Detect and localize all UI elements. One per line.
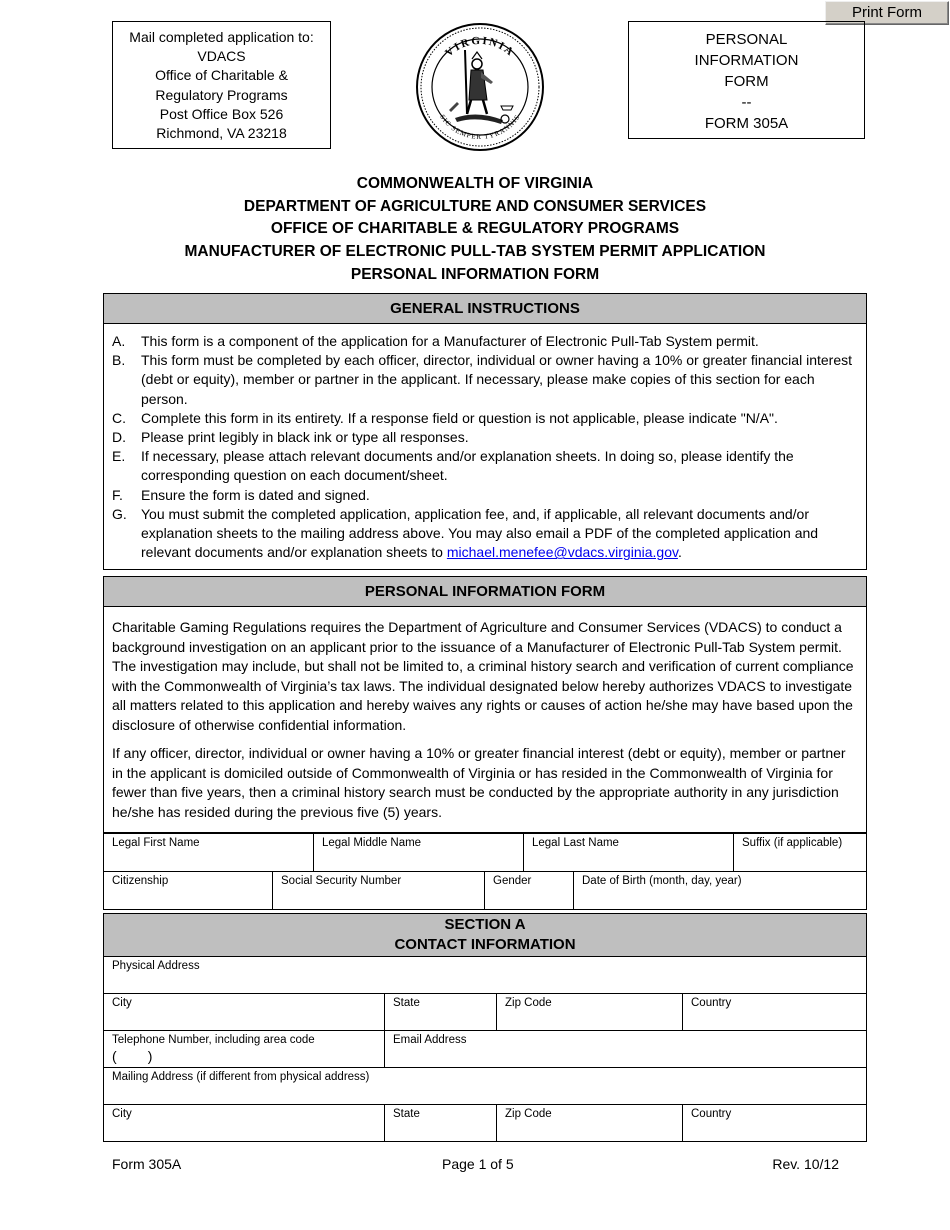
city-field[interactable] bbox=[104, 994, 385, 1030]
section-a-title: SECTION A bbox=[444, 916, 526, 933]
general-instructions-heading: GENERAL INSTRUCTIONS bbox=[104, 294, 866, 324]
state-field[interactable] bbox=[385, 994, 497, 1030]
legal-last-name-field[interactable] bbox=[524, 834, 734, 871]
mailing-country-field[interactable] bbox=[683, 1105, 866, 1141]
form-id-box bbox=[628, 21, 865, 139]
footer-form-number: Form 305A bbox=[112, 1156, 182, 1172]
form-id-line: INFORMATION bbox=[694, 52, 799, 69]
gender-field[interactable] bbox=[485, 872, 574, 909]
title-line: PERSONAL INFORMATION FORM bbox=[350, 265, 600, 283]
country-field[interactable] bbox=[683, 994, 866, 1030]
mailing-address-field[interactable] bbox=[104, 1068, 866, 1104]
field-label: Email Address bbox=[393, 1034, 467, 1046]
print-form-button[interactable]: Print Form bbox=[825, 1, 949, 25]
authorization-paragraph: Charitable Gaming Regulations requires the Department of Agriculture and Consumer Services (VDACS) to conduct a background investigation on an applicant prior to the issuance of a Manufacturer of Electronic Pull-Tab System permit. The investigation may include, but shall not be limited to, a criminal history search and verification of current compliance with the Commonwealth of Virginia’s tax laws. The individual designated below hereby authorizes VDACS to investigate all matters related to this application and hereby waives any rights or causes of action he/she may have based upon the disclosure of otherwise confidential information. bbox=[112, 619, 854, 733]
email-address-field[interactable] bbox=[385, 1031, 866, 1067]
title-line: DEPARTMENT OF AGRICULTURE AND CONSUMER SERVICES bbox=[243, 197, 707, 215]
name-row bbox=[104, 834, 866, 872]
instruction-text: Please print legibly in black ink or type all responses. bbox=[141, 429, 469, 446]
mail-line: Regulatory Programs bbox=[155, 86, 288, 103]
physical-city-row bbox=[104, 994, 866, 1031]
document-titles bbox=[0, 173, 950, 287]
field-label: Mailing Address (if different from physical address) bbox=[112, 1071, 370, 1083]
field-label: Suffix (if applicable) bbox=[742, 837, 843, 849]
title-line: COMMONWEALTH OF VIRGINIA bbox=[356, 175, 594, 192]
instruction-text: If necessary, please attach relevant documents and/or explanation sheets. In doing so, please identify the corresponding question on each document/sheet. bbox=[141, 448, 794, 484]
area-code-parens: ( ) bbox=[112, 1048, 153, 1064]
form-id-line: PERSONAL bbox=[705, 31, 788, 48]
field-label: Gender bbox=[493, 875, 532, 887]
field-label: Legal Middle Name bbox=[322, 837, 422, 849]
identity-row bbox=[104, 872, 866, 909]
legal-middle-name-field[interactable] bbox=[314, 834, 524, 871]
field-label: Telephone Number, including area code bbox=[112, 1034, 315, 1046]
instruction-item bbox=[112, 332, 856, 351]
physical-address-field[interactable] bbox=[104, 957, 866, 993]
instruction-label: C. bbox=[112, 409, 126, 426]
field-label: City bbox=[112, 997, 132, 1009]
mailing-city-row bbox=[104, 1105, 866, 1141]
instructions-list bbox=[104, 324, 866, 562]
instruction-text bbox=[141, 505, 856, 563]
footer-revision: Rev. 10/12 bbox=[772, 1156, 839, 1172]
virginia-seal-icon bbox=[415, 22, 545, 152]
personal-information-heading: PERSONAL INFORMATION FORM bbox=[104, 577, 866, 607]
field-label: Physical Address bbox=[112, 960, 200, 972]
instruction-label: G. bbox=[112, 505, 127, 522]
instruction-item bbox=[112, 486, 856, 505]
mail-line: Office of Charitable & bbox=[155, 67, 288, 84]
instruction-label: B. bbox=[112, 352, 126, 369]
field-label: Social Security Number bbox=[281, 875, 402, 887]
physical-address-row bbox=[104, 957, 866, 994]
citizenship-field[interactable] bbox=[104, 872, 273, 909]
field-label: Legal Last Name bbox=[532, 837, 619, 849]
section-a-heading bbox=[104, 914, 866, 957]
field-label: State bbox=[393, 1108, 420, 1120]
instruction-text: Ensure the form is dated and signed. bbox=[141, 486, 370, 503]
field-label: State bbox=[393, 997, 420, 1009]
field-label: Date of Birth (month, day, year) bbox=[582, 875, 742, 887]
form-id-line: FORM bbox=[724, 73, 769, 90]
page-footer bbox=[112, 1156, 839, 1172]
field-label: Zip Code bbox=[505, 1108, 552, 1120]
section-a-subtitle: CONTACT INFORMATION bbox=[394, 936, 576, 953]
field-label: City bbox=[112, 1108, 132, 1120]
seal-bottom-text: SIC SEMPER TYRANNIS bbox=[438, 113, 522, 142]
instruction-item bbox=[112, 447, 856, 485]
field-label: Zip Code bbox=[505, 997, 552, 1009]
instruction-text: This form must be completed by each officer, director, individual or owner having a 10% or greater financial interest (debt or equity), member or partner in the applicant. If necessary, please make copies of this section for each person. bbox=[141, 352, 852, 407]
mailing-address-row bbox=[104, 1068, 866, 1105]
instruction-item bbox=[112, 505, 856, 563]
phone-email-row bbox=[104, 1031, 866, 1068]
mail-line: Post Office Box 526 bbox=[159, 105, 284, 122]
field-label: Country bbox=[691, 1108, 732, 1120]
mail-line: Mail completed application to: bbox=[129, 29, 314, 45]
field-label: Country bbox=[691, 997, 732, 1009]
email-link[interactable]: michael.menefee@vdacs.virginia.gov bbox=[446, 544, 678, 561]
instruction-text: This form is a component of the application for a Manufacturer of Electronic Pull-Tab System permit. bbox=[141, 333, 759, 349]
instruction-item bbox=[112, 409, 856, 428]
mailing-city-field[interactable] bbox=[104, 1105, 385, 1141]
instruction-text: Complete this form in its entirety. If a response field or question is not applicable, please indicate "N/A". bbox=[141, 409, 778, 426]
instruction-label: A. bbox=[112, 333, 126, 349]
form-id-line: -- bbox=[741, 94, 752, 111]
footer-page-number: Page 1 of 5 bbox=[442, 1156, 514, 1172]
form-id-line: FORM 305A bbox=[704, 115, 789, 132]
criminal-history-paragraph: If any officer, director, individual or owner having a 10% or greater financial interest (debt or equity), member or partner in the applicant is domiciled outside of Commonwealth of Virginia or has resided in the Commonwealth of Virginia for fewer than five years, then a criminal history search must be conducted by the appropriate authority in any jurisdiction he/she has resided during the previous five (5) years. bbox=[112, 745, 846, 820]
seal-top-text: VIRGINIA bbox=[443, 34, 517, 60]
instruction-item bbox=[112, 351, 856, 409]
mailing-address-box bbox=[112, 21, 331, 149]
instruction-item bbox=[112, 428, 856, 447]
title-line: MANUFACTURER OF ELECTRONIC PULL-TAB SYSTEM PERMIT APPLICATION bbox=[184, 243, 766, 261]
identity-fields-grid bbox=[103, 832, 867, 910]
field-label: Legal First Name bbox=[112, 837, 200, 849]
section-a-contact bbox=[103, 913, 867, 1142]
mailing-state-field[interactable] bbox=[385, 1105, 497, 1141]
personal-information-panel bbox=[103, 576, 867, 832]
general-instructions-panel bbox=[103, 293, 867, 570]
field-label: Citizenship bbox=[112, 875, 169, 887]
mail-line: VDACS bbox=[197, 48, 246, 65]
instruction-label: F. bbox=[112, 486, 123, 503]
instruction-label: D. bbox=[112, 429, 126, 446]
mailing-zip-code-field[interactable] bbox=[497, 1105, 683, 1141]
zip-code-field[interactable] bbox=[497, 994, 683, 1030]
suffix-field[interactable] bbox=[734, 834, 866, 871]
legal-first-name-field[interactable] bbox=[104, 834, 314, 871]
instruction-label: E. bbox=[112, 448, 126, 465]
telephone-field[interactable] bbox=[104, 1031, 385, 1067]
instruction-text-body: You must submit the completed application, application fee, and, if applicable, all relevant documents and/or explanation sheets to the mailing address above. You may also email a PDF of the completed application and relevant documents and/or explanation sheets to bbox=[141, 505, 819, 561]
instruction-text-end: . bbox=[677, 544, 682, 561]
mail-line: Richmond, VA 23218 bbox=[156, 125, 287, 142]
ssn-field[interactable] bbox=[273, 872, 485, 909]
title-line: OFFICE OF CHARITABLE & REGULATORY PROGRAMS bbox=[270, 220, 680, 238]
date-of-birth-field[interactable] bbox=[574, 872, 866, 909]
